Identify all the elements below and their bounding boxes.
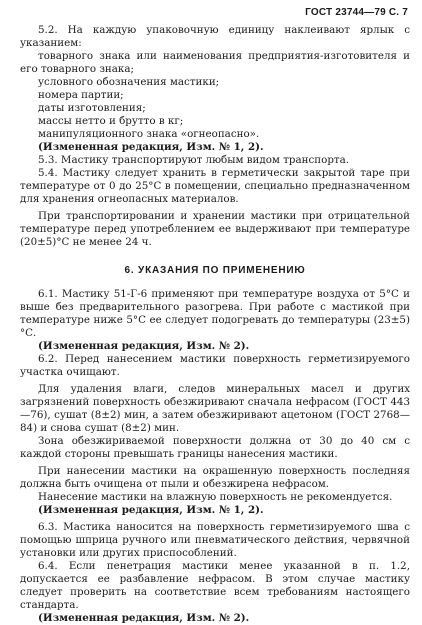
label-item: условного обозначения мастики; xyxy=(38,76,220,88)
paragraph-5-4-continued: При транспортировании и хранении мастики при отрицательной температуре перед употреблением ее выдерживают при температуре (20±5)°С не менее 24 ч. xyxy=(20,210,410,248)
page-header: ГОСТ 23744—79 С. 7 xyxy=(305,7,408,18)
label-item: номера партии; xyxy=(38,89,124,101)
label-item: даты изготовления; xyxy=(38,102,146,114)
edition-note: (Измененная редакция, Изм. № 2). xyxy=(38,340,250,352)
document-body xyxy=(20,24,410,625)
paragraph-6-2: 6.2. Перед нанесением мастики поверхность герметизируемого участка очищают. xyxy=(20,353,410,378)
paragraph-6-4: 6.4. Если пенетрация мастики менее указанной в п. 1.2, допускается ее разбавление нефрасом. В этом случае мастику следует проверить на соответствие всем требованиям настоящего стандарта. xyxy=(20,560,410,611)
section-title: 6. УКАЗАНИЯ ПО ПРИМЕНЕНИЮ xyxy=(124,265,306,276)
paragraph-5-3: 5.3. Мастику транспортируют любым видом транспорта. xyxy=(38,154,350,166)
label-item: товарного знака или наименования предприятия-изготовителя и его товарного знака; xyxy=(20,50,410,75)
paragraph-5-2-intro: 5.2. На каждую упаковочную единицу наклеивают ярлык с указанием: xyxy=(20,24,410,49)
paragraph-6-2-degreasing: Для удаления влаги, следов минеральных масел и других загрязнений поверхность обезжиривают сначала нефрасом (ГОСТ 443—76), сушат (8±2) мин, а затем обезжиривают ацетоном (ГОСТ 2768—84) и снова сушат (8±2) мин. xyxy=(20,383,410,434)
edition-note: (Измененная редакция, Изм. № 1, 2). xyxy=(38,141,264,153)
paragraph-6-1: 6.1. Мастику 51-Г-6 применяют при температуре воздуха от 5°С и выше без предварительного разогрева. При работе с мастикой при температуре ниже 5°С ее следует подогревать до температуры (23±5)°С. xyxy=(20,288,410,339)
edition-note: (Измененная редакция, Изм. № 1, 2). xyxy=(38,504,264,516)
paragraph-6-2-wet: Нанесение мастики на влажную поверхность не рекомендуется. xyxy=(38,491,393,503)
label-item: манипуляционного знака «огнеопасно». xyxy=(38,128,260,140)
paragraph-6-3: 6.3. Мастика наносится на поверхность герметизируемого шва с помощью шприца ручного или пневматического действия, червячной установки или других приспособлений. xyxy=(20,521,410,559)
label-item: массы нетто и брутто в кг; xyxy=(38,115,184,127)
edition-note: (Измененная редакция, Изм. № 2). xyxy=(38,612,250,624)
paragraph-6-2-painted: При нанесении мастики на окрашенную поверхность последняя должна быть очищена от пыли и обезжирена нефрасом. xyxy=(20,465,410,490)
paragraph-6-2-zone: Зона обезжириваемой поверхности должна от 30 до 40 см с каждой стороны превышать границы нанесения мастики. xyxy=(20,435,410,460)
paragraph-5-4: 5.4. Мастику следует хранить в герметически закрытой таре при температуре от 0 до 25°С в помещении, специально предназначенном для хранения огнеопасных материалов. xyxy=(20,167,410,205)
